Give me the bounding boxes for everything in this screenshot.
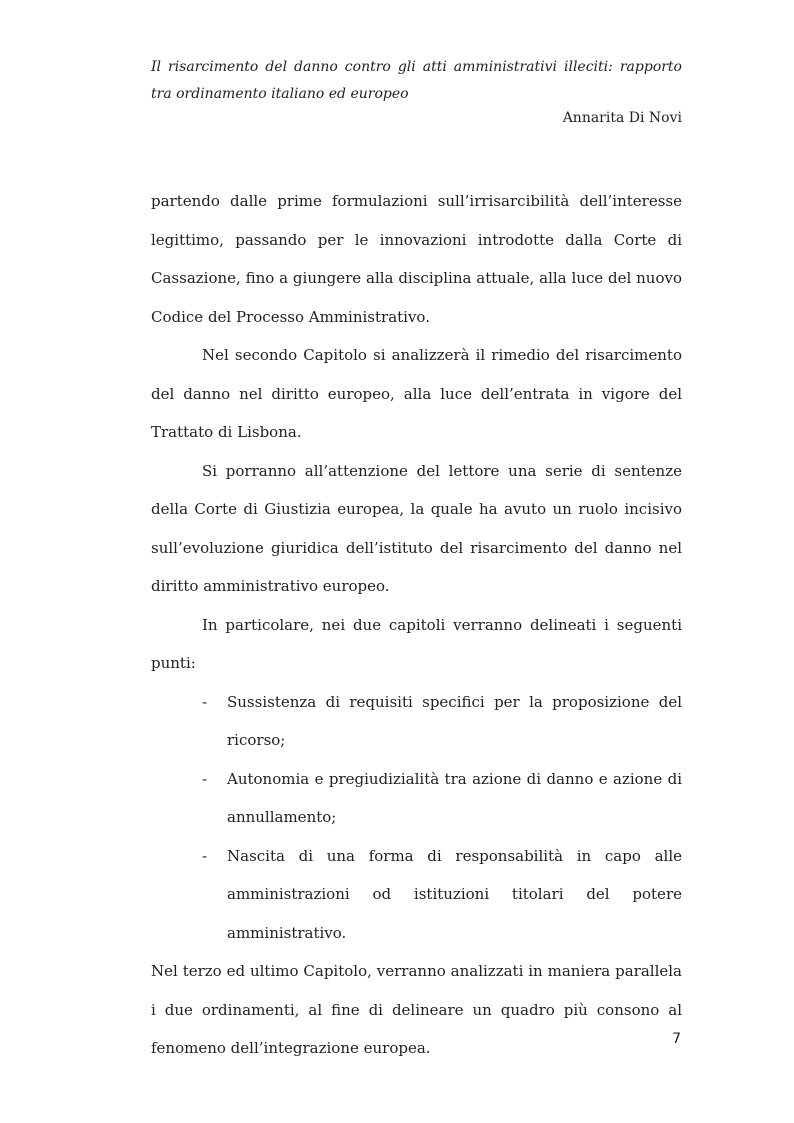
dash-marker: - bbox=[202, 846, 208, 865]
list-item bbox=[151, 837, 682, 953]
running-header-author: Annarita Di Novi bbox=[562, 110, 682, 126]
dash-marker: - bbox=[202, 692, 208, 711]
list-item bbox=[151, 683, 682, 760]
body-text bbox=[151, 182, 682, 1068]
list-item-text: Autonomia e pregiudizialità tra azione di danno e azione di annullamento; bbox=[227, 769, 682, 826]
paragraph-3: Si porranno all’attenzione del lettore una serie di sentenze della Corte di Giustizia europea, la quale ha avuto un ruolo incisivo sull’evoluzione giuridica dell’istituto del risarcimento del danno nel diritto amministrativo europeo. bbox=[151, 461, 682, 595]
paragraph-5: Nel terzo ed ultimo Capitolo, verranno analizzati in maniera parallela i due ordinamenti, al fine di delineare un quadro più consono al fenomeno dell’integrazione europea. bbox=[151, 962, 682, 1057]
running-header-title: Il risarcimento del danno contro gli atti amministrativi illeciti: rapporto tra ordinamento italiano ed europeo bbox=[151, 59, 682, 102]
paragraph-1: partendo dalle prime formulazioni sull’irrisarcibilità dell’interesse legittimo, passando per le innovazioni introdotte dalla Corte di Cassazione, fino a giungere alla disciplina attuale, alla luce del nuovo Codice del Processo Amministrativo. bbox=[151, 192, 682, 326]
page-number: 7 bbox=[672, 1031, 681, 1047]
list-item-text: Nascita di una forma di responsabilità in capo alle amministrazioni od istituzioni titolari del potere amministrativo. bbox=[227, 846, 682, 942]
list-item bbox=[151, 760, 682, 837]
paragraph-4: In particolare, nei due capitoli verranno delineati i seguenti punti: bbox=[151, 615, 682, 672]
list-item-text: Sussistenza di requisiti specifici per la proposizione del ricorso; bbox=[227, 692, 682, 749]
bullet-list bbox=[151, 683, 682, 953]
dash-marker: - bbox=[202, 769, 208, 788]
paragraph-2: Nel secondo Capitolo si analizzerà il rimedio del risarcimento del danno nel diritto europeo, alla luce dell’entrata in vigore del Trattato di Lisbona. bbox=[151, 346, 682, 441]
